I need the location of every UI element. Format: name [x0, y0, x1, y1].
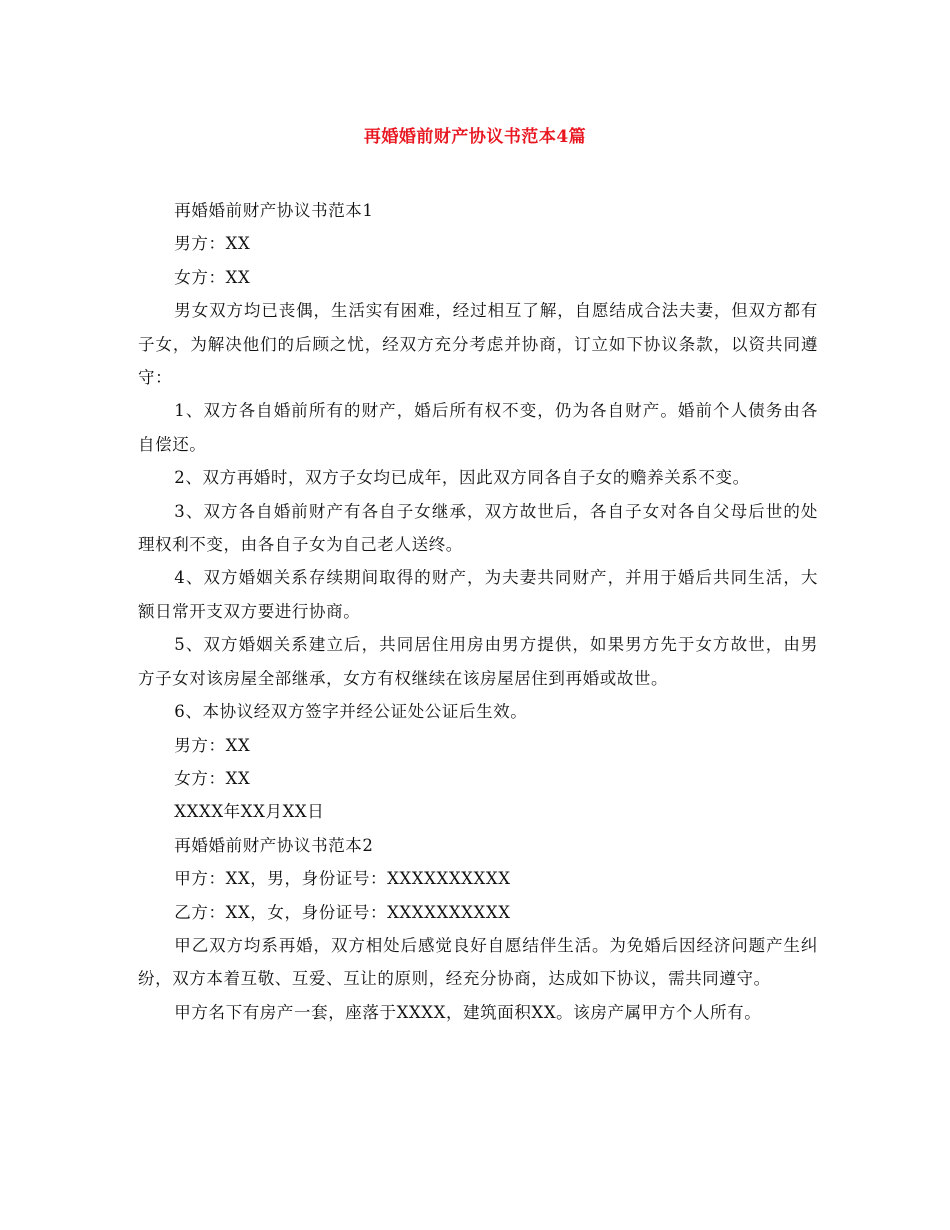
party-female-line: 女方：XX	[174, 267, 251, 287]
section-heading-1: 再婚婚前财产协议书范本1	[174, 201, 374, 220]
clause-2: 2、双方再婚时，双方子女均已成年，因此双方同各自子女的赡养关系不变。	[174, 468, 750, 488]
section-heading-2: 再婚婚前财产协议书范本2	[174, 835, 374, 855]
property-paragraph: 甲方名下有房产一套，座落于XXXX，建筑面积XX。该房产属甲方个人所有。	[174, 1002, 762, 1022]
document-body	[138, 194, 818, 1029]
clause-4: 4、双方婚姻关系存续期间取得的财产，为夫妻共同财产，并用于婚后共同生活，大额日常开支双方要进行协商。	[138, 568, 818, 621]
clause-3: 3、双方各自婚前财产有各自子女继承，双方故世后，各自子女对各自父母后世的处理权利不变，由各自子女为自己老人送终。	[138, 501, 818, 555]
agreement-intro-paragraph: 甲乙双方均系再婚，双方相处后感觉良好自愿结伴生活。为免婚后因经济问题产生纠纷，双方本着互敬、互爱、互让的原则，经充分协商，达成如下协议，需共同遵守。	[138, 935, 818, 989]
clause-1: 1、双方各自婚前所有的财产，婚后所有权不变，仍为各自财产。婚前个人债务由各自偿还。	[138, 401, 818, 454]
document-title: 再婚婚前财产协议书范本4篇	[363, 127, 587, 147]
signature-male: 男方：XX	[174, 735, 251, 755]
clause-5: 5、双方婚姻关系建立后，共同居住用房由男方提供，如果男方先于女方故世，由男方子女对该房屋全部继承，女方有权继续在该房屋居住到再婚或故世。	[138, 635, 818, 688]
party-b-line: 乙方：XX，女，身份证号：XXXXXXXXXX	[174, 902, 511, 922]
signature-female: 女方：XX	[174, 768, 251, 788]
clause-6: 6、本协议经双方签字并经公证处公证后生效。	[174, 702, 528, 722]
party-a-line: 甲方：XX，男，身份证号：XXXXXXXXXX	[174, 869, 511, 889]
party-male-line: 男方：XX	[174, 234, 251, 254]
preamble-paragraph: 男女双方均已丧偶，生活实有困难，经过相互了解，自愿结成合法夫妻，但双方都有子女，为解决他们的后顾之忧，经双方充分考虑并协商，订立如下协议条款，以资共同遵守：	[138, 301, 818, 388]
signature-date: XXXX年XX月XX日	[174, 802, 325, 822]
